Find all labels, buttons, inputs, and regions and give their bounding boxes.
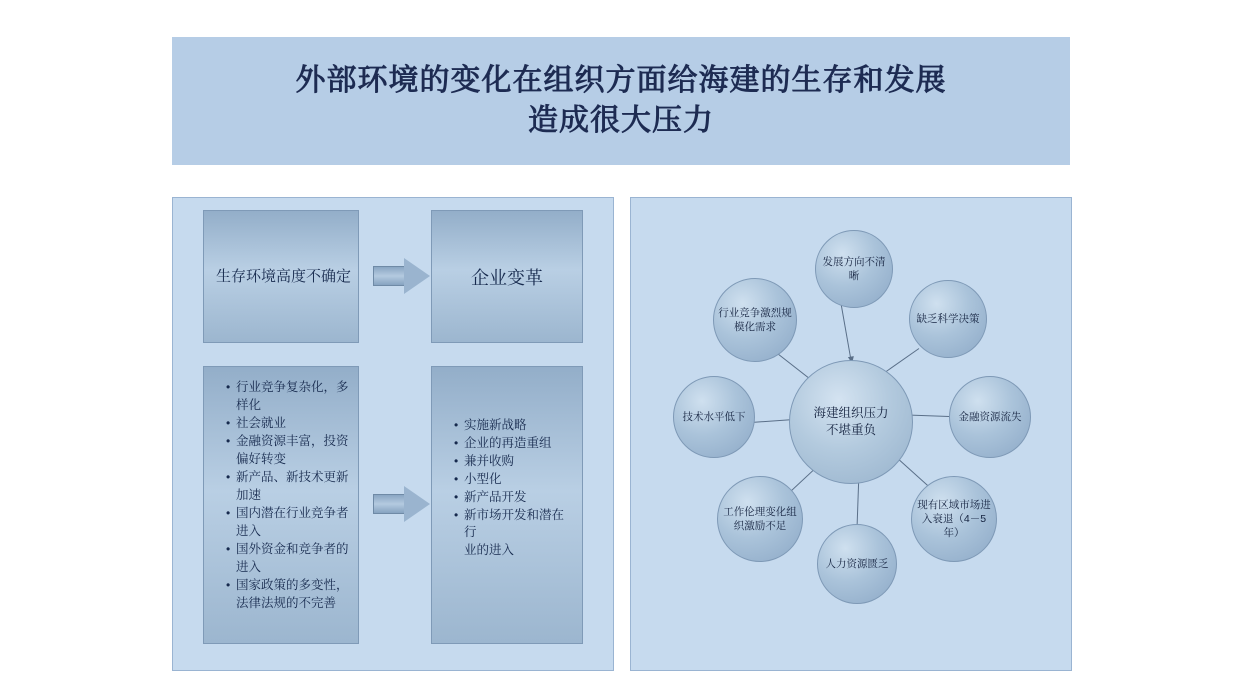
box-enterprise-reform-label: 企业变革 (471, 267, 543, 288)
list-item: • 新市场开发和潜在行 (454, 507, 574, 541)
node-development-direction (815, 230, 893, 308)
node-label: 现有区域市场进入衰退（4－5年） (917, 499, 991, 539)
right-panel (630, 197, 1072, 671)
node-label: 金融资源流失 (958, 411, 1022, 423)
title-line-1: 外部环境的变化在组织方面给海建的生存和发展 (295, 64, 947, 97)
node-work-ethics-motivation (717, 476, 803, 562)
list-item: • 兼并收购 (454, 453, 574, 470)
box-enterprise-reform (431, 210, 583, 343)
node-scientific-decision (909, 280, 987, 358)
node-label: 行业竞争激烈规模化需求 (718, 307, 792, 333)
node-label: 缺乏科学决策 (916, 313, 980, 325)
list-item: • 国外资金和竞争者的 (226, 541, 350, 558)
box-environment-uncertainty (203, 210, 359, 343)
list-item: • 社会就业 (226, 415, 350, 432)
title-line-2: 造成很大压力 (528, 104, 714, 137)
node-label: 发展方向不清晰 (822, 256, 886, 282)
node-label: 工作伦理变化组织激励不足 (723, 506, 797, 532)
list-item: • 金融资源丰富，投资 (226, 433, 350, 450)
list-item: • 国家政策的多变性， (226, 577, 350, 594)
list-item: • 新产品、新技术更新 (226, 469, 350, 486)
center-node-line-2: 不堪重负 (825, 423, 876, 437)
list-item: 加速 (236, 488, 262, 502)
list-item: 进入 (236, 524, 262, 538)
list-item: 偏好转变 (236, 452, 287, 466)
box-responses (431, 366, 583, 644)
node-label: 技术水平低下 (682, 411, 746, 423)
external-factors-list (212, 379, 350, 612)
box-external-factors (203, 366, 359, 644)
node-low-technology-level (673, 376, 755, 458)
list-item: • 企业的再造重组 (454, 435, 574, 452)
list-item: 业的进入 (464, 543, 515, 557)
list-item: • 实施新战略 (454, 417, 574, 434)
list-item: 进入 (236, 560, 262, 574)
node-label: 人力资源匮乏 (825, 558, 889, 570)
list-item: 法律法规的不完善 (236, 596, 337, 610)
list-item: 样化 (236, 398, 262, 412)
list-item: • 行业竞争复杂化，多 (226, 379, 350, 396)
arrow-right-icon-2 (373, 486, 431, 522)
connector-line (841, 303, 852, 362)
box-environment-uncertainty-label: 生存环境高度不确定 (216, 267, 352, 285)
node-human-resource-shortage (817, 524, 897, 604)
page-title (172, 37, 1070, 165)
responses-list (440, 417, 574, 559)
arrow-right-icon-1 (373, 258, 431, 294)
center-node (789, 360, 913, 484)
left-panel (172, 197, 614, 671)
list-item: • 小型化 (454, 471, 574, 488)
node-financial-resource-loss (949, 376, 1031, 458)
node-industry-competition (713, 278, 797, 362)
list-item: • 国内潜在行业竞争者 (226, 505, 350, 522)
node-market-decline (911, 476, 997, 562)
list-item: • 新产品开发 (454, 489, 574, 506)
center-node-line-1: 海建组织压力 (813, 406, 889, 420)
